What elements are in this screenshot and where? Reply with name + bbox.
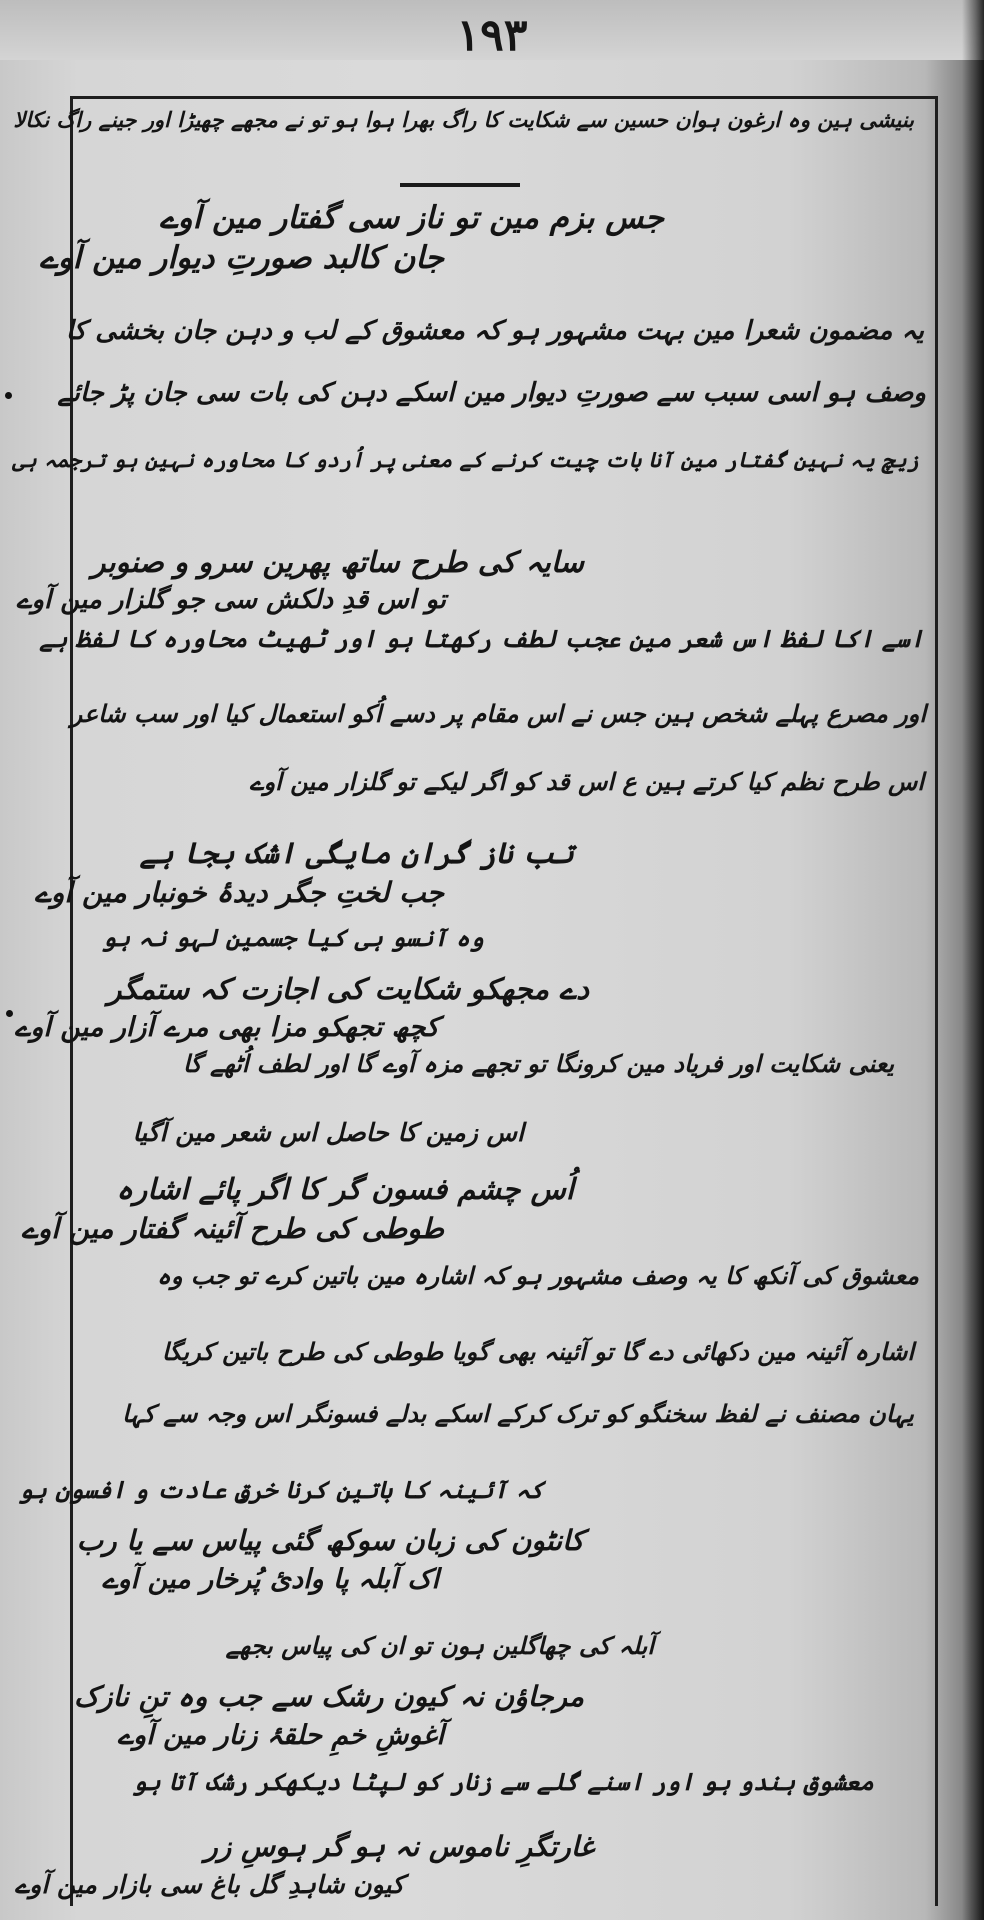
verse-line-second-half: تو اس قدِ دلکش سی جو گلزار مین آوے — [16, 585, 446, 615]
verse-line-first-half: غارتگرِ ناموس نہ ہو گر ہوسِ زر — [204, 1830, 594, 1863]
commentary-line: اس زمین کا حاصل اس شعر مین آگیا — [132, 1118, 524, 1147]
verse-line-second-half: آغوشِ خمِ حلقۂ زنار مین آوے — [117, 1720, 444, 1751]
commentary-line: آبلہ کی چھاگلین ہون تو ان کی پیاس بجھے — [225, 1632, 654, 1660]
commentary-line: وہ آنسو ہی کیا جسمین لہو نہ ہو — [102, 924, 484, 952]
margin-dot — [5, 392, 12, 399]
verse-line-second-half: اک آبلہ پا وادیٔ پُرخار مین آوے — [101, 1564, 439, 1595]
verse-line-first-half: جس بزم مین تو ناز سی گفتار مین آوے — [159, 200, 664, 236]
commentary-line: معشوق کی آنکھ کا یہ وصف مشہور ہو کہ اشارہ مین باتین کرے تو جب وہ — [156, 1262, 919, 1290]
commentary-line: یہ مضمون شعرا مین بہت مشہور ہو کہ معشوق کے لب و دہن جان بخشی کا — [65, 316, 924, 346]
margin-dot — [6, 1010, 13, 1017]
commentary-line: یعنی شکایت اور فریاد مین کرونگا تو تجھے مزہ آوے گا اور لطف اُٹھے گا — [182, 1050, 894, 1078]
commentary-line: اشارہ آئینہ مین دکھائی دے گا تو آئینہ بھی گویا طوطی کی طرح باتین کریگا — [161, 1338, 914, 1366]
book-spine-shadow — [962, 0, 984, 1920]
verse-line-first-half: اُس چشم فسون گر کا اگر پائے اشارہ — [116, 1172, 574, 1206]
verse-line-second-half: کیون شاہدِ گل باغ سی بازار مین آوے — [14, 1870, 404, 1899]
commentary-line: کہ آئینہ کا باتین کرنا خرقِ عادت و افسون ہو — [18, 1476, 544, 1504]
commentary-line: وصف ہو اسی سبب سے صورتِ دیوار مین اسکے دہن کی بات سی جان پڑ جائے — [57, 378, 926, 408]
verse-line-second-half: جب لختِ جگر دیدۂ خونبار مین آوے — [34, 876, 444, 909]
page-number: ۱۹۳ — [456, 10, 528, 61]
verse-line-second-half: طوطی کی طرح آئینہ گفتار مین آوے — [21, 1212, 444, 1245]
verse-line-first-half: سایہ کی طرح ساتھ پھرین سرو و صنوبر — [91, 545, 584, 579]
verse-line-first-half: مرجاؤن نہ کیون رشک سے جب وہ تنِ نازک — [73, 1680, 584, 1713]
commentary-line: اسے اکا لفظ اس شعر مین عجب لطف رکھتا ہو اور ٹھیٹ محاورہ کا لفظ ہے — [39, 625, 924, 653]
commentary-line: بنیشی ہین وہ ارغون ہوان حسین سے شکایت کا راگ بھرا ہوا ہو تو نے مجھے چھیڑا اور جینے راگ نکالا — [13, 108, 914, 132]
commentary-line: اس طرح نظم کیا کرتے ہین ع اس قد کو اگر لیکے تو گلزار مین آوے — [249, 768, 924, 796]
verse-line-second-half: کچھ تجھکو مزا بھی مرے آزار مین آوے — [14, 1012, 439, 1043]
heading-divider — [400, 183, 520, 187]
verse-line-first-half: دے مجھکو شکایت کی اجازت کہ ستمگر — [107, 972, 589, 1006]
verse-line-second-half: جان کالبد صورتِ دیوار مین آوے — [39, 240, 444, 276]
commentary-line: یہان مصنف نے لفظ سخنگو کو ترک کرکے اسکے بدلے فسونگر اس وجہ سے کہا — [122, 1400, 914, 1428]
commentary-line: اور مصرع پہلے شخص ہین جس نے اس مقام پر دسے اُکو استعمال کیا اور سب شاعر — [70, 700, 926, 728]
verse-line-first-half: تب ناز گران مایگی اشک بجا ہے — [139, 836, 574, 870]
verse-line-first-half: کانٹون کی زبان سوکھ گئی پیاس سے یا رب — [76, 1524, 584, 1557]
commentary-line: معشوق ہندو ہو اور اسنے گلے سے زنار کو لپٹا دیکھکر رشک آتا ہو — [132, 1768, 874, 1796]
commentary-line: زیچ یہ نہین گفتار مین آنا بات چیت کرنے کے معنی پر اُردو کا محاورہ نہین ہو ترجمہ ہی — [12, 448, 919, 472]
